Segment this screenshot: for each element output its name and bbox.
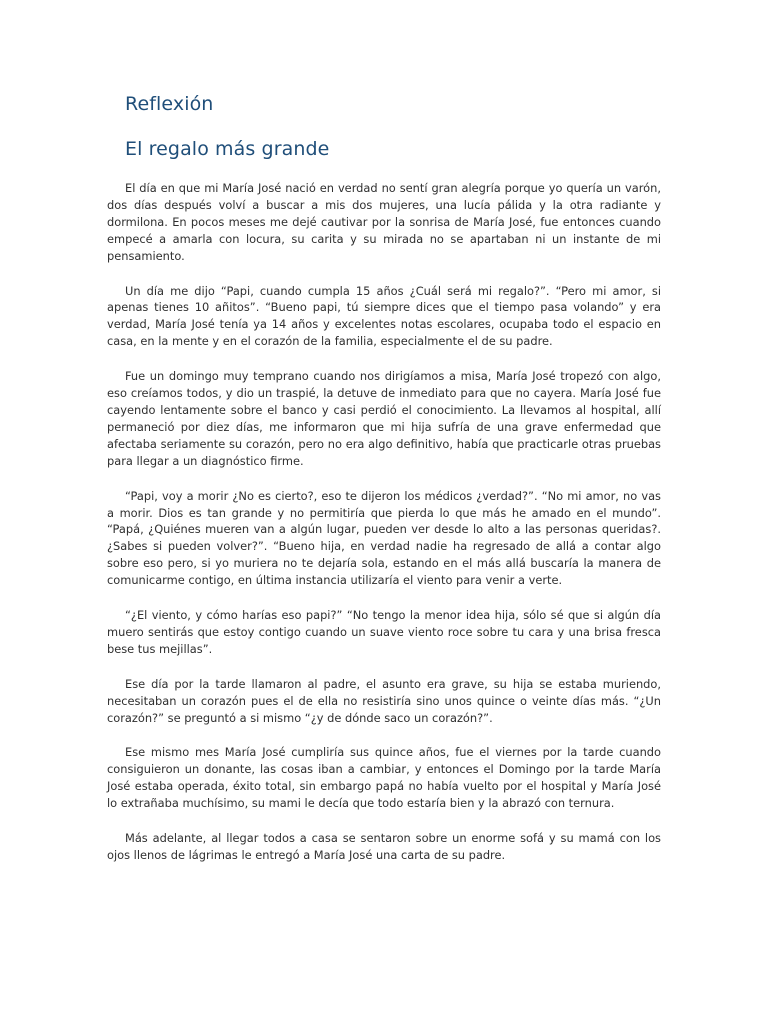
paragraph: Ese día por la tarde llamaron al padre, el asunto era grave, su hija se estaba muriendo, necesitaban un corazón pues el de ella no resistiría sino unos quince o veinte días más. “¿Un corazón?” se preguntó a si mismo “¿y de dónde saco un corazón?”.	[107, 676, 661, 725]
paragraph: Un día me dijo “Papi, cuando cumpla 15 años ¿Cuál será mi regalo?”. “Pero mi amor, si apenas tienes 10 añitos”. “Bueno papi, tú siempre dices que el tiempo pasa volando” y era verdad, María José tenía ya 14 años y excelentes notas escolares, ocupaba todo el espacio en casa, en la mente y en el corazón de la familia, especialmente el de su padre.	[107, 283, 661, 349]
paragraph: “¿El viento, y cómo harías eso papi?” “No tengo la menor idea hija, sólo sé que si algún día muero sentirás que estoy contigo cuando un suave viento roce sobre tu cara y una brisa fresca bese tus mejillas”.	[107, 608, 661, 656]
paragraph: Más adelante, al llegar todos a casa se sentaron sobre un enorme sofá y su mamá con los ojos llenos de lágrimas le entregó a María José una carta de su padre.	[107, 831, 661, 862]
paragraph: Ese mismo mes María José cumpliría sus quince años, fue el viernes por la tarde cuando consiguieron un donante, las cosas iban a cambiar, y entonces el Domingo por la tarde María José estaba operada, éxito total, sin embargo papá no había vuelto por el hospital y María José lo extrañaba muchísimo, su mami le decía que todo estaría bien y la abrazó con ternura.	[107, 745, 661, 811]
paragraph: “Papi, voy a morir ¿No es cierto?, eso te dijeron los médicos ¿verdad?”. “No mi amor, no vas a morir. Dios es tan grande y no permitiría que pierda lo que más he amado en el mundo”. “Papá, ¿Quiénes mueren van a algún lugar, pueden ver desde lo alto a las personas queridas?. ¿Sabes si pueden volver?”. “Bueno hija, en verdad nadie ha regresado de allá a contar algo sobre eso pero, si yo muriera no te dejaría sola, estando en el más allá buscaría la manera de comunicarme contigo, en última instancia utilizaría el viento para venir a verte.	[107, 488, 661, 588]
story-title: El regalo más grande	[125, 138, 330, 160]
paragraph: El día en que mi María José nació en verdad no sentí gran alegría porque yo quería un varón, dos días después volví a buscar a mis dos mujeres, una lucía pálida y la otra radiante y dormilona. En pocos meses me dejé cautivar por la sonrisa de María José, fue entonces cuando empecé a amarla con locura, su carita y su mirada no se apartaban ni un instante de mi pensamiento.	[107, 181, 661, 263]
story-body	[107, 180, 661, 882]
section-heading: Reflexión	[125, 93, 214, 115]
paragraph: Fue un domingo muy temprano cuando nos dirigíamos a misa, María José tropezó con algo, eso creíamos todos, y dio un traspié, la detuve de inmediato para que no cayera. María José fue cayendo lentamente sobre el banco y casi perdió el conocimiento. La llevamos al hospital, allí permaneció por diez días, me informaron que mi hija sufría de una grave enfermedad que afectaba seriamente su corazón, pero no era algo definitivo, había que practicarle otras pruebas para llegar a un diagnóstico firme.	[107, 369, 661, 468]
